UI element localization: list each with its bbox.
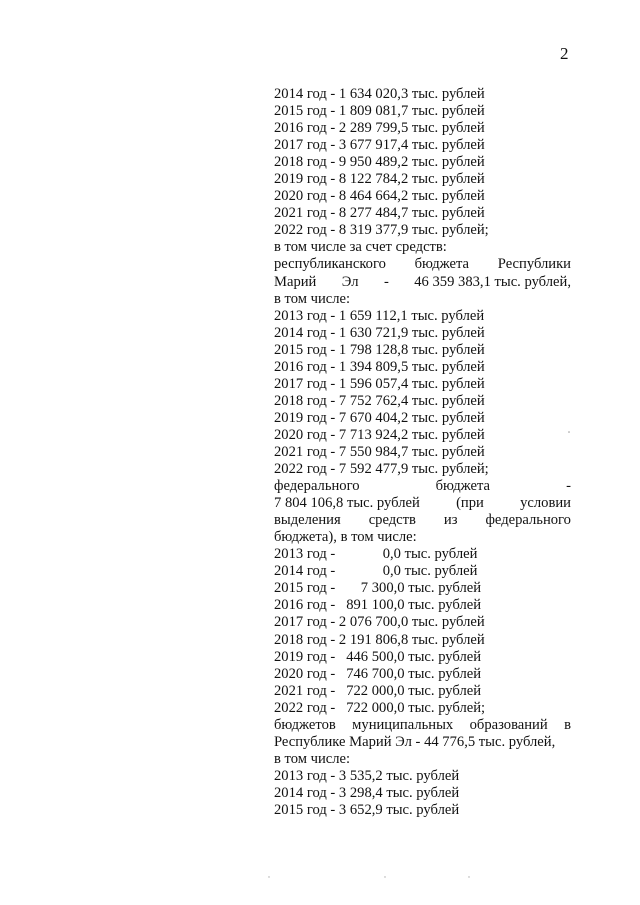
text-line: 2019 год - 8 122 784,2 тыс. рублей — [274, 171, 485, 188]
text-line: 2017 год - 3 677 917,4 тыс. рублей — [274, 137, 485, 154]
page-number: 2 — [560, 44, 569, 63]
word: Марий — [274, 273, 317, 290]
text-line: 2021 год - 7 550 984,7 тыс. рублей — [274, 443, 485, 460]
text-line: 2022 год - 722 000,0 тыс. рублей; — [274, 699, 486, 716]
scan-speck — [268, 876, 269, 877]
text-line: в том числе за счет средств: — [274, 239, 447, 256]
word: республиканского — [274, 256, 386, 273]
text-line: 2022 год - 8 319 377,9 тыс. рублей; — [274, 222, 489, 239]
word: бюджета — [414, 256, 470, 273]
text-line: 2016 год - 1 394 809,5 тыс. рублей — [274, 358, 485, 375]
text-line: Республике Марий Эл - 44 776,5 тыс. рублей, — [274, 733, 556, 750]
text-line: 2016 год - 2 289 799,5 тыс. рублей — [274, 120, 485, 137]
word: бюджета — [435, 478, 491, 495]
text-line: 2015 год - 3 652,9 тыс. рублей — [274, 801, 460, 818]
word: условии — [520, 495, 571, 512]
text-line: бюджета), в том числе: — [274, 529, 417, 546]
word: (при — [456, 495, 484, 512]
scan-speck — [384, 876, 385, 877]
text-line: в том числе: — [274, 290, 351, 307]
word: Республики — [497, 256, 571, 273]
text-line: 2013 год - 1 659 112,1 тыс. рублей — [274, 307, 485, 324]
text-line: 2022 год - 7 592 477,9 тыс. рублей; — [274, 461, 489, 478]
word: из — [443, 512, 458, 529]
scan-speck — [468, 876, 469, 877]
text-line: в том числе: — [274, 750, 351, 767]
text-line: 2014 год - 1 634 020,3 тыс. рублей — [274, 86, 485, 102]
word: федерального — [485, 512, 571, 529]
text-line: 2015 год - 7 300,0 тыс. рублей — [274, 580, 482, 597]
text-line: 2014 год - 0,0 тыс. рублей — [274, 563, 478, 580]
word: в — [564, 716, 571, 733]
scan-speck — [568, 431, 570, 433]
text-line: 2014 год - 1 630 721,9 тыс. рублей — [274, 324, 485, 341]
word: бюджетов — [274, 716, 336, 733]
word: - — [566, 478, 571, 495]
word: выделения — [274, 512, 341, 529]
text-line: 2017 год - 1 596 057,4 тыс. рублей — [274, 375, 485, 392]
text-line: 2015 год - 1 809 081,7 тыс. рублей — [274, 103, 485, 120]
text-line: 2018 год - 2 191 806,8 тыс. рублей — [274, 631, 485, 648]
word: муниципальных — [352, 716, 454, 733]
text-line: 2015 год - 1 798 128,8 тыс. рублей — [274, 341, 485, 358]
text-line: 2021 год - 722 000,0 тыс. рублей — [274, 682, 482, 699]
text-line: 2020 год - 746 700,0 тыс. рублей — [274, 665, 482, 682]
word: 46 359 383,1 тыс. рублей, — [414, 273, 571, 290]
word: образований — [469, 716, 548, 733]
text-line: 2019 год - 446 500,0 тыс. рублей — [274, 648, 482, 665]
text-line: 2017 год - 2 076 700,0 тыс. рублей — [274, 614, 485, 631]
text-line: 2020 год - 7 713 924,2 тыс. рублей — [274, 426, 485, 443]
text-line: 2016 год - 891 100,0 тыс. рублей — [274, 597, 482, 614]
text-line: 2014 год - 3 298,4 тыс. рублей — [274, 784, 460, 801]
text-line: 2019 год - 7 670 404,2 тыс. рублей — [274, 409, 485, 426]
word: Эл — [341, 273, 359, 290]
word: федерального — [274, 478, 360, 495]
text-line: 2020 год - 8 464 664,2 тыс. рублей — [274, 188, 485, 205]
text-line: 2013 год - 0,0 тыс. рублей — [274, 546, 478, 563]
word: - — [383, 273, 389, 290]
text-line: 2018 год - 7 752 762,4 тыс. рублей — [274, 392, 485, 409]
word: средств — [368, 512, 416, 529]
text-line: 2021 год - 8 277 484,7 тыс. рублей — [274, 205, 485, 222]
text-line: 2013 год - 3 535,2 тыс. рублей — [274, 767, 460, 784]
text-line: 2018 год - 9 950 489,2 тыс. рублей — [274, 154, 485, 171]
word: 7 804 106,8 тыс. рублей — [274, 495, 420, 512]
